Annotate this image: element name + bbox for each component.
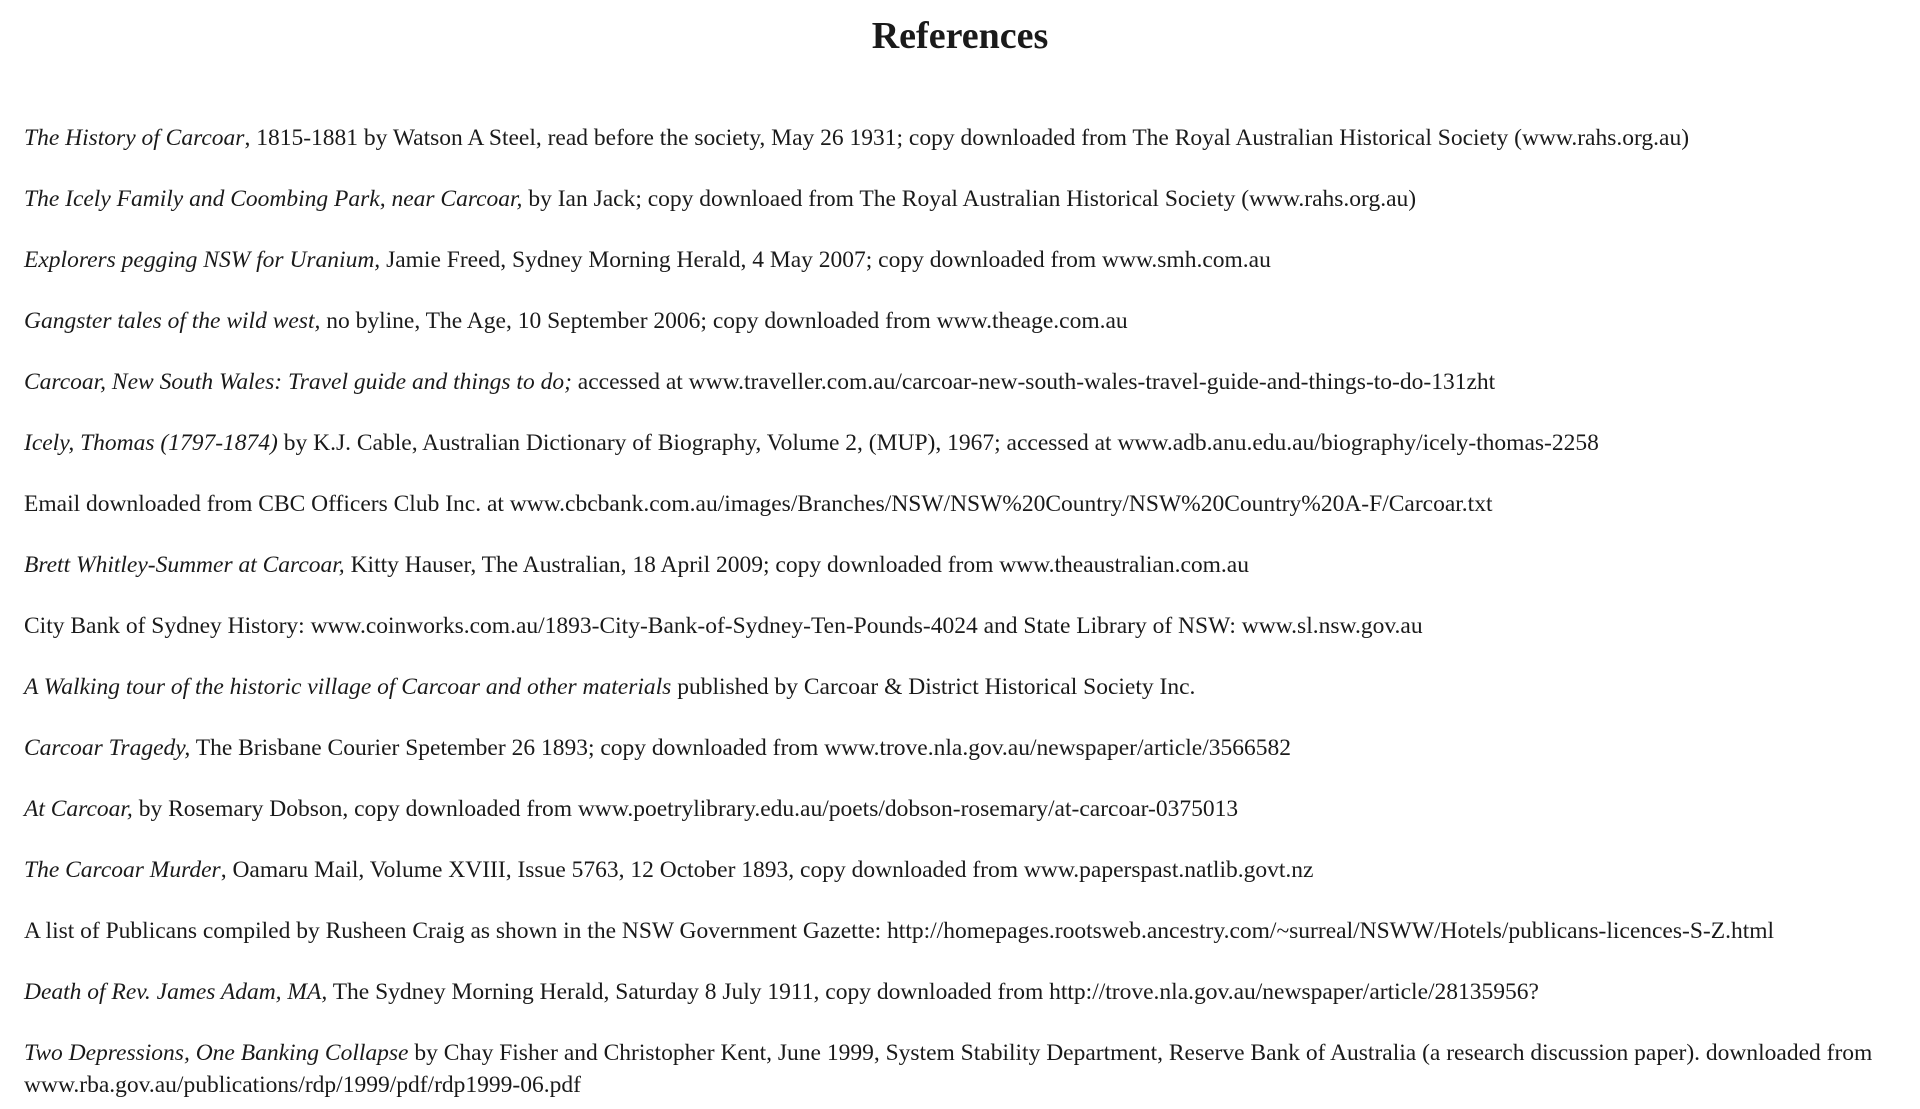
reference-item bbox=[24, 976, 1914, 1037]
reference-title: Two Depressions, One Banking Collapse bbox=[24, 1040, 409, 1066]
reference-details: no byline, The Age, 10 September 2006; copy downloaded from www.theage.com.au bbox=[320, 308, 1128, 334]
page-title: References bbox=[871, 15, 1049, 57]
reference-title: Icely, Thomas (1797-1874) bbox=[24, 430, 278, 456]
reference-item bbox=[24, 122, 1914, 183]
reference-title: Carcoar, New South Wales: Travel guide and things to do; bbox=[24, 369, 572, 395]
reference-details: Jamie Freed, Sydney Morning Herald, 4 May 2007; copy downloaded from www.smh.com.au bbox=[380, 247, 1271, 273]
reference-title: A Walking tour of the historic village of Carcoar and other materials bbox=[24, 674, 672, 700]
reference-title: The History of Carcoar bbox=[24, 125, 245, 151]
reference-item bbox=[24, 183, 1914, 244]
reference-title: Gangster tales of the wild west, bbox=[24, 308, 321, 334]
reference-item bbox=[24, 427, 1914, 488]
reference-details: Kitty Hauser, The Australian, 18 April 2009; copy downloaded from www.theaustralian.com.au bbox=[344, 552, 1249, 578]
reference-details: , 1815-1881 by Watson A Steel, read before the society, May 26 1931; copy downloaded from The Royal Australian Historical Society (www.rahs.org.au) bbox=[244, 125, 1690, 151]
reference-item bbox=[24, 915, 1914, 976]
reference-item bbox=[24, 244, 1914, 305]
reference-details: The Brisbane Courier Spetember 26 1893; copy downloaded from www.trove.nla.gov.au/newspaper/article/3566582 bbox=[190, 735, 1292, 761]
reference-title: At Carcoar, bbox=[24, 796, 133, 822]
reference-item bbox=[24, 549, 1914, 610]
reference-details: by Rosemary Dobson, copy downloaded from www.poetrylibrary.edu.au/poets/dobson-rosemary/at-carcoar-0375013 bbox=[132, 796, 1239, 822]
reference-list bbox=[24, 122, 1914, 1101]
reference-title: Explorers pegging NSW for Uranium, bbox=[24, 247, 381, 273]
reference-item bbox=[24, 366, 1914, 427]
reference-details: by Chay Fisher and Christopher Kent, June 1999, System Stability Department, Reserve Bank of Australia (a research discussion paper). downloaded from www.rba.gov.au/publications/rdp/1999/pdf/rdp1999-06.pdf bbox=[24, 1040, 1873, 1098]
reference-details: by K.J. Cable, Australian Dictionary of Biography, Volume 2, (MUP), 1967; accessed at www.adb.anu.edu.au/biography/icely-thomas-2258 bbox=[277, 430, 1599, 456]
reference-title: Death of Rev. James Adam, MA, bbox=[24, 979, 328, 1005]
reference-details: , Oamaru Mail, Volume XVIII, Issue 5763, 12 October 1893, copy downloaded from www.paperspast.natlib.govt.nz bbox=[220, 857, 1314, 883]
reference-title: The Icely Family and Coombing Park, near Carcoar, bbox=[24, 186, 523, 212]
reference-details: The Sydney Morning Herald, Saturday 8 July 1911, copy downloaded from http://trove.nla.gov.au/newspaper/article/28135956? bbox=[327, 979, 1539, 1005]
reference-item bbox=[24, 793, 1914, 854]
reference-item bbox=[24, 1037, 1914, 1101]
reference-details: accessed at www.traveller.com.au/carcoar-new-south-wales-travel-guide-and-things-to-do-131zht bbox=[571, 369, 1496, 395]
reference-details: City Bank of Sydney History: www.coinworks.com.au/1893-City-Bank-of-Sydney-Ten-Pounds-4024 and State Library of NSW: www.sl.nsw.gov.au bbox=[24, 613, 1423, 639]
reference-details: Email downloaded from CBC Officers Club Inc. at www.cbcbank.com.au/images/Branches/NSW/NSW%20Country/NSW%20Country%20A-F/Carcoar.txt bbox=[24, 491, 1493, 517]
reference-title: The Carcoar Murder bbox=[24, 857, 221, 883]
reference-item bbox=[24, 732, 1914, 793]
reference-title: Brett Whitley-Summer at Carcoar, bbox=[24, 552, 345, 578]
reference-details: A list of Publicans compiled by Rusheen Craig as shown in the NSW Government Gazette: http://homepages.rootsweb.ancestry.com/~surreal/NSWW/Hotels/publicans-licences-S-Z.html bbox=[24, 918, 1775, 944]
reference-item bbox=[24, 305, 1914, 366]
reference-item bbox=[24, 488, 1914, 549]
reference-item bbox=[24, 854, 1914, 915]
reference-item bbox=[24, 671, 1914, 732]
reference-item bbox=[24, 610, 1914, 671]
reference-title: Carcoar Tragedy, bbox=[24, 735, 191, 761]
reference-details: published by Carcoar & District Historical Society Inc. bbox=[671, 674, 1196, 700]
reference-details: by Ian Jack; copy downloaed from The Royal Australian Historical Society (www.rahs.org.au) bbox=[522, 186, 1417, 212]
